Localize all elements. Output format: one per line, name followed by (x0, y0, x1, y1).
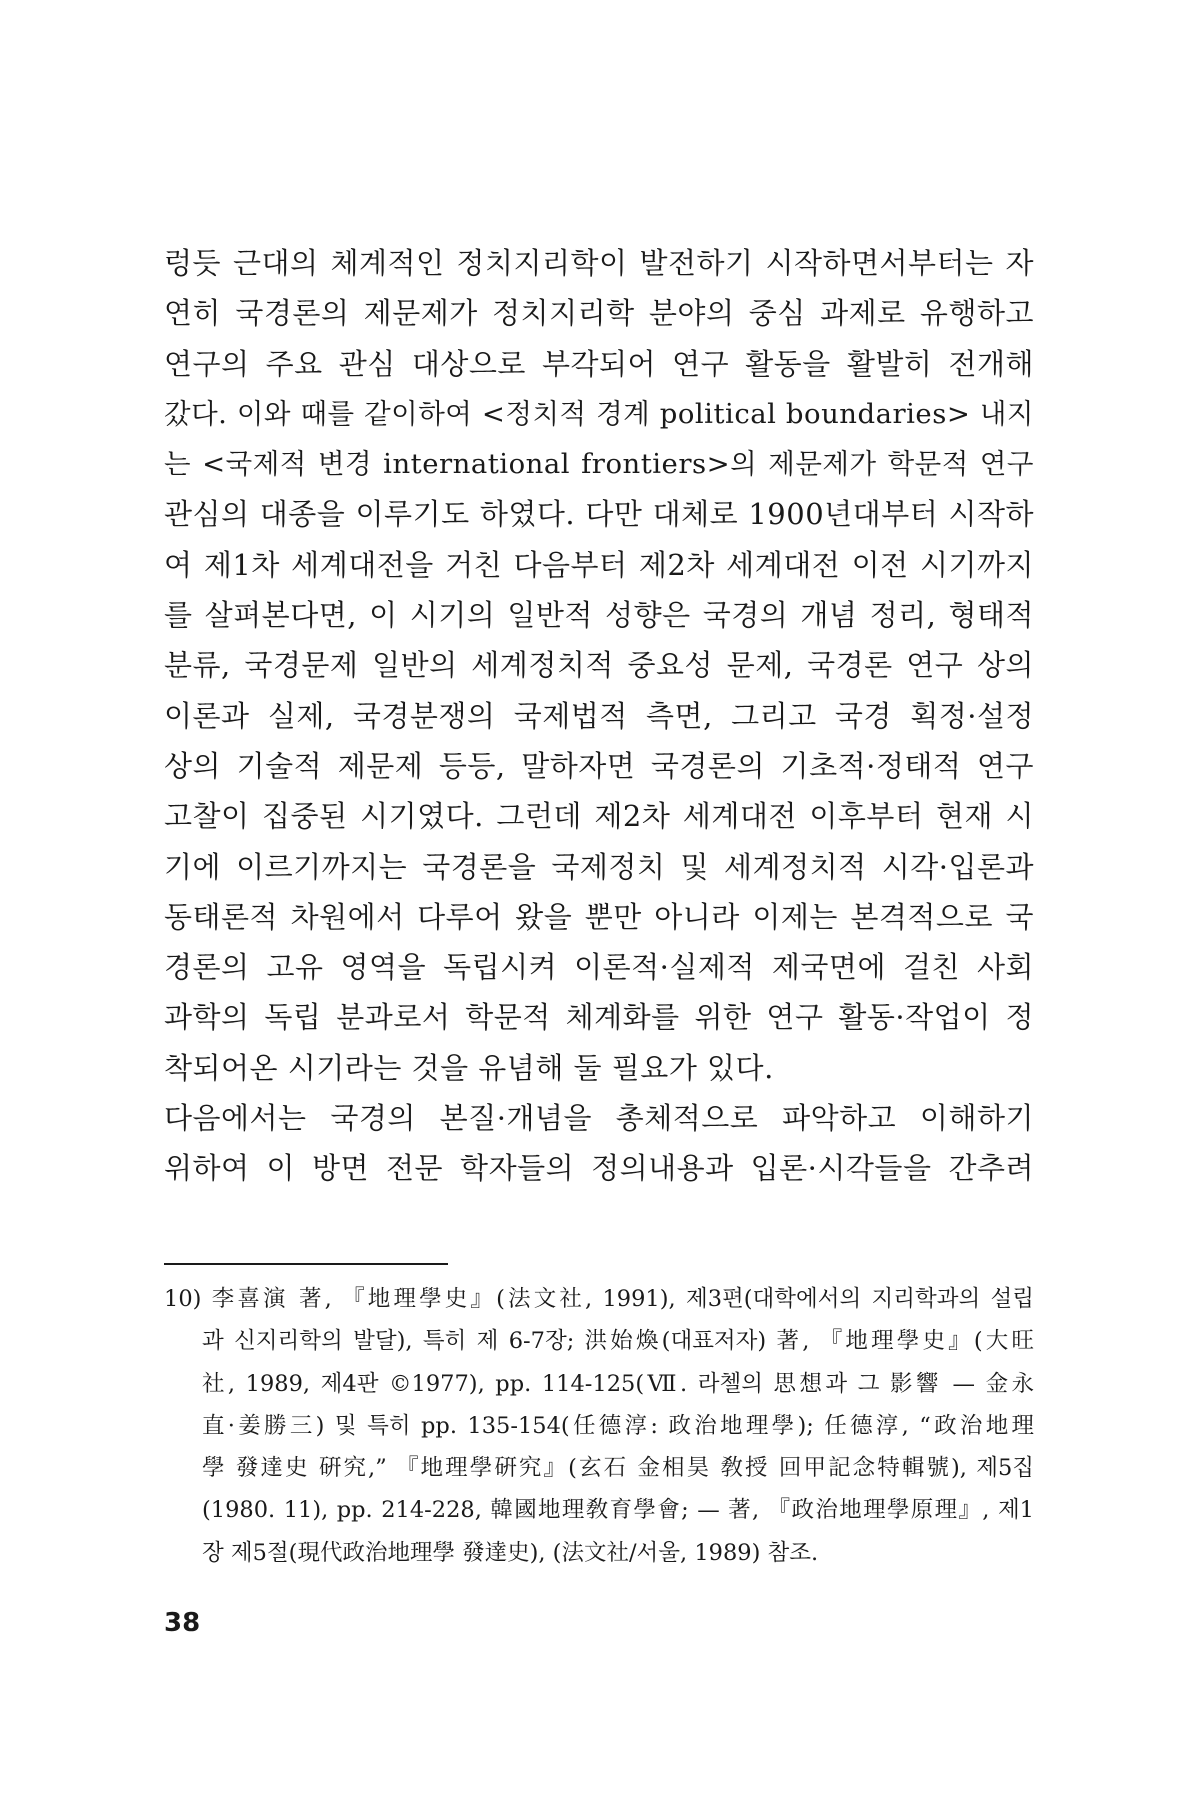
body-line: 상의 기술적 제문제 등등, 말하자면 국경론의 기초적·정태적 연구 (164, 748, 1034, 783)
body-line: 갔다. 이와 때를 같이하여 <정치적 경계 political boundaries> 내지 (164, 397, 1034, 430)
body-line: 렁듯 근대의 체계적인 정치지리학이 발전하기 시작하면서부터는 자 (164, 246, 1034, 280)
body-line: 이론과 실제, 국경분쟁의 국제법적 측면, 그리고 국경 획정·설정 (164, 698, 1034, 733)
footnote-line: (1980. 11), pp. 214-228, 韓國地理敎育學會; — 著, 『政治地理學原理』, 제1 (202, 1497, 1034, 1524)
body-line: 동태론적 차원에서 다루어 왔을 뿐만 아니라 이제는 본격적으로 국 (164, 899, 1034, 934)
body-line: 관심의 대종을 이루기도 하였다. 다만 대체로 1900년대부터 시작하 (164, 497, 1034, 532)
body-line: 경론의 고유 영역을 독립시켜 이론적·실제적 제국면에 걸친 사회 (164, 950, 1034, 985)
body-line: 여 제1차 세계대전을 거친 다음부터 제2차 세계대전 이전 시기까지 (164, 547, 1034, 582)
body-line: 를 살펴본다면, 이 시기의 일반적 성향은 국경의 개념 정리, 형태적 (164, 598, 1034, 633)
footnote-line: 과 신지리학의 발달), 특히 제 6-7장; 洪始煥(대표저자) 著, 『地理學史』(大旺 (202, 1328, 1034, 1355)
footnote-line: 10) 李喜演 著, 『地理學史』(法文社, 1991), 제3편(대학에서의 지리학과의 설립 (164, 1286, 1034, 1312)
footnote-line: 社, 1989, 제4판 ©1977), pp. 114-125(Ⅶ. 라첼의 思想과 그 影響 — 金永 (202, 1370, 1034, 1397)
body-text (164, 238, 1034, 1194)
footnote-divider (164, 1263, 448, 1265)
body-line: 는 <국제적 변경 international frontiers>의 제문제가 학문적 연구 (164, 448, 1034, 481)
footnote-line: 直·姜勝三) 및 특히 pp. 135-154(任德淳: 政治地理學); 任德淳, “政治地理 (202, 1412, 1034, 1439)
body-line: 연히 국경론의 제문제가 정치지리학 분야의 중심 과제로 유행하고 (164, 296, 1034, 331)
body-line: 과학의 독립 분과로서 학문적 체계화를 위한 연구 활동·작업이 정 (164, 1000, 1034, 1035)
body-line: 분류, 국경문제 일반의 세계정치적 중요성 문제, 국경론 연구 상의 (164, 648, 1034, 683)
body-line: 기에 이르기까지는 국경론을 국제정치 및 세계정치적 시각·입론과 (164, 849, 1034, 884)
body-line: 고찰이 집중된 시기였다. 그런데 제2차 세계대전 이후부터 현재 시 (164, 799, 1034, 834)
body-line: 연구의 주요 관심 대상으로 부각되어 연구 활동을 활발히 전개해 (164, 346, 1034, 381)
footnote-block (164, 1278, 1034, 1574)
body-line: 위하여 이 방면 전문 학자들의 정의내용과 입론·시각들을 간추려 (164, 1151, 1034, 1186)
body-line-paragraph-start: 다음에서는 국경의 본질·개념을 총체적으로 파악하고 이해하기 (164, 1101, 1034, 1136)
footnote-line: 學 發達史 硏究,” 『地理學硏究』(玄石 金相昊 敎授 回甲記念特輯號), 제5집 (202, 1455, 1034, 1482)
body-line-paragraph-end: 착되어온 시기라는 것을 유념해 둘 필요가 있다. (164, 1050, 774, 1085)
footnote-line: 장 제5절(現代政治地理學 發達史), (法文社/서울, 1989) 참조. (202, 1539, 819, 1566)
page-number: 38 (164, 1608, 201, 1638)
